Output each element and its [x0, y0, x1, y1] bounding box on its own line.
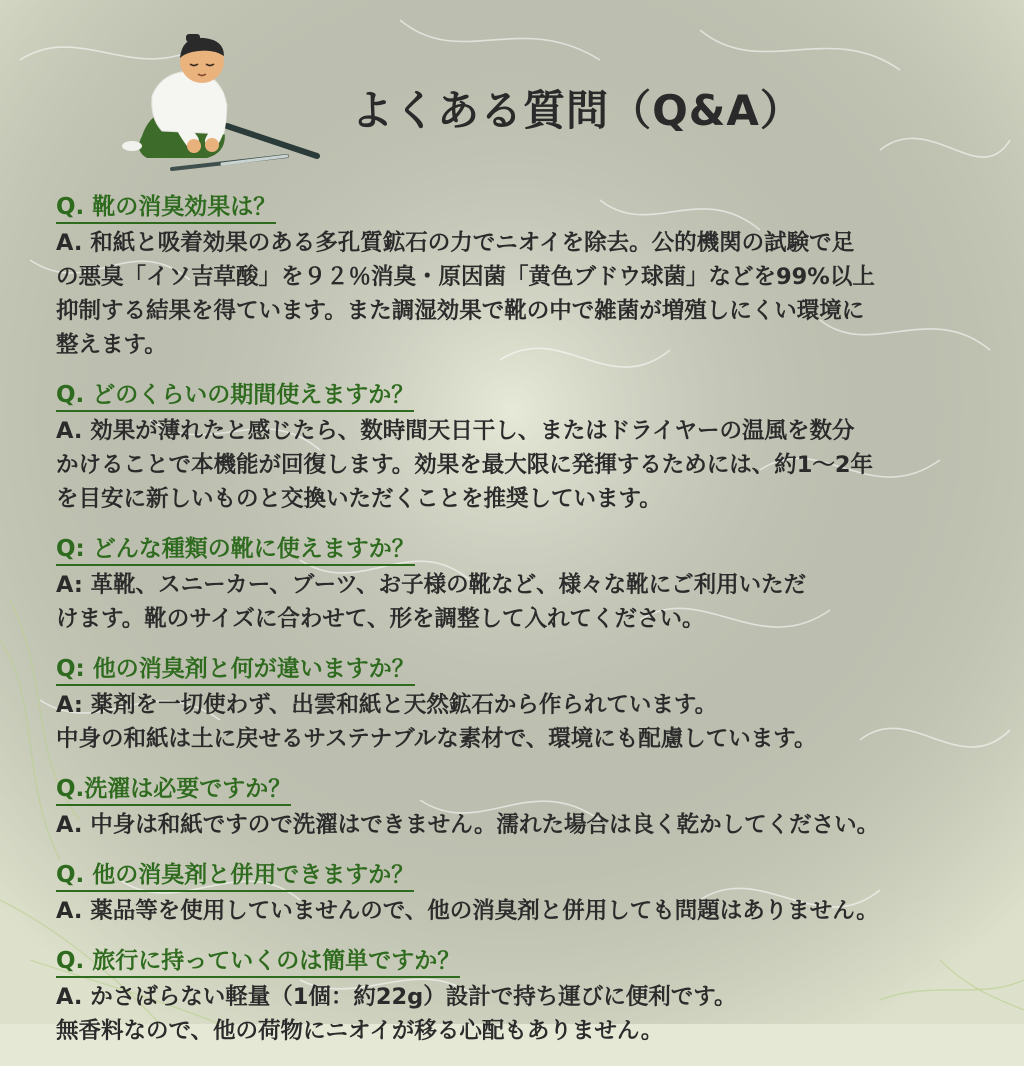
faq-answer: A: 革靴、スニーカー、ブーツ、お子様の靴など、様々な靴にご利用いただ けます。靴のサイズに合わせて、形を調整して入れてください。: [56, 572, 807, 632]
faq-item: [56, 192, 1001, 362]
faq-question: Q: 他の消臭剤と何が違いますか？: [56, 654, 415, 686]
faq-item: [56, 774, 1001, 842]
faq-item: [56, 654, 1001, 756]
faq-item: [56, 860, 1001, 928]
faq-item: [56, 946, 1001, 1048]
faq-question: Q. どのくらいの期間使えますか？: [56, 380, 414, 412]
faq-item: [56, 380, 1001, 516]
faq-answer: A. 和紙と吸着効果のある多孔質鉱石の力でニオイを除去。公的機関の試験で足 の悪臭「イソ吉草酸」を９２％消臭・原因菌「黄色ブドウ球菌」などを99%以上 抑制する結果を得ています。また調湿効果で靴の中で雑菌が増殖しにくい環境に 整えます。: [56, 230, 875, 358]
faq-question: Q: どんな種類の靴に使えますか？: [56, 534, 415, 566]
faq-answer: A. 中身は和紙ですので洗濯はできません。濡れた場合は良く乾かしてください。: [56, 812, 880, 838]
faq-answer: A. 効果が薄れたと感じたら、数時間天日干し、またはドライヤーの温風を数分 かけることで本機能が回復します。効果を最大限に発揮するためには、約1〜2年 を目安に新しいものと交換いただくことを推奨しています。: [56, 418, 874, 512]
faq-answer: A: 薬剤を一切使わず、出雲和紙と天然鉱石から作られています。 中身の和紙は土に戻せるサステナブルな素材で、環境にも配慮しています。: [56, 692, 817, 752]
faq-answer: A. かさばらない軽量（1個：約22g）設計で持ち運びに便利です。 無香料なので、他の荷物にニオイが移る心配もありません。: [56, 984, 737, 1044]
faq-answer: A. 薬品等を使用していませんので、他の消臭剤と併用しても問題はありません。: [56, 898, 879, 924]
faq-question: Q. 他の消臭剤と併用できますか？: [56, 860, 414, 892]
faq-list: [56, 192, 1001, 1066]
faq-question: Q. 旅行に持っていくのは簡単ですか？: [56, 946, 460, 978]
faq-question: Q.洗濯は必要ですか？: [56, 774, 291, 806]
faq-question: Q. 靴の消臭効果は？: [56, 192, 276, 224]
faq-item: [56, 534, 1001, 636]
page-title: よくある質問（Q&A）: [351, 86, 803, 135]
